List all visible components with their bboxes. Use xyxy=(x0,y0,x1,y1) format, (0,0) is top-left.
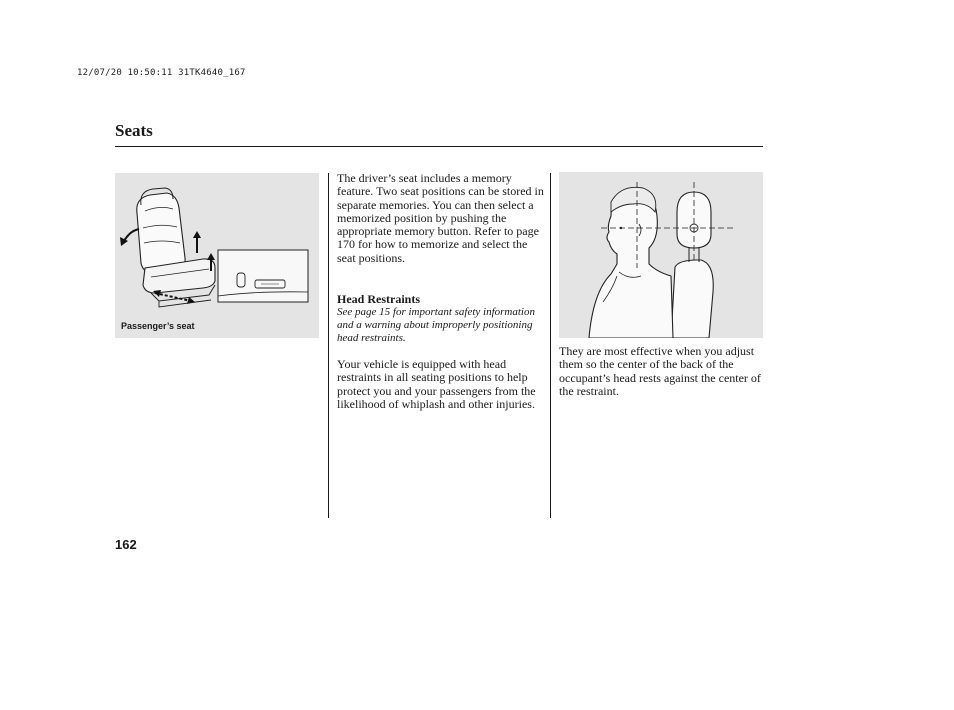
print-stamp: 12/07/20 10:50:11 31TK4640_167 xyxy=(77,68,246,78)
head-restraint-figure xyxy=(559,172,763,338)
memory-feature-paragraph xyxy=(337,172,547,265)
paragraph-text: The driver’s seat includes a memory feature. Two seat positions can be stored in separate memories. You can then select a memorized position by pushing the appropriate memory button. Refer to page 170 for how to memorize and select the seat positions. xyxy=(337,171,544,265)
paragraph-text: They are most effective when you adjust them so the center of the back of the occupant’s head rests against the center of the restraint. xyxy=(559,344,761,398)
head-restraint-illustration-icon xyxy=(559,172,763,338)
paragraph-text: Your vehicle is equipped with head restraints in all seating positions to help protect you and your passengers from the likelihood of whiplash and other injuries. xyxy=(337,357,536,411)
page-title: Seats xyxy=(115,121,153,140)
seat-illustration-icon xyxy=(115,173,319,338)
title-rule xyxy=(115,146,763,147)
figure-caption: Passenger’s seat xyxy=(121,321,195,331)
safety-note: See page 15 for important safety information and a warning about improperly positioning head restraints. xyxy=(337,306,535,344)
section-heading: Head Restraints xyxy=(337,292,420,306)
restraint-adjustment-paragraph xyxy=(559,345,769,398)
passenger-seat-figure xyxy=(115,173,319,338)
page-number: 162 xyxy=(115,537,137,552)
head-restraint-paragraph xyxy=(337,358,547,411)
column-divider-right xyxy=(550,173,551,518)
column-divider-left xyxy=(328,173,329,518)
